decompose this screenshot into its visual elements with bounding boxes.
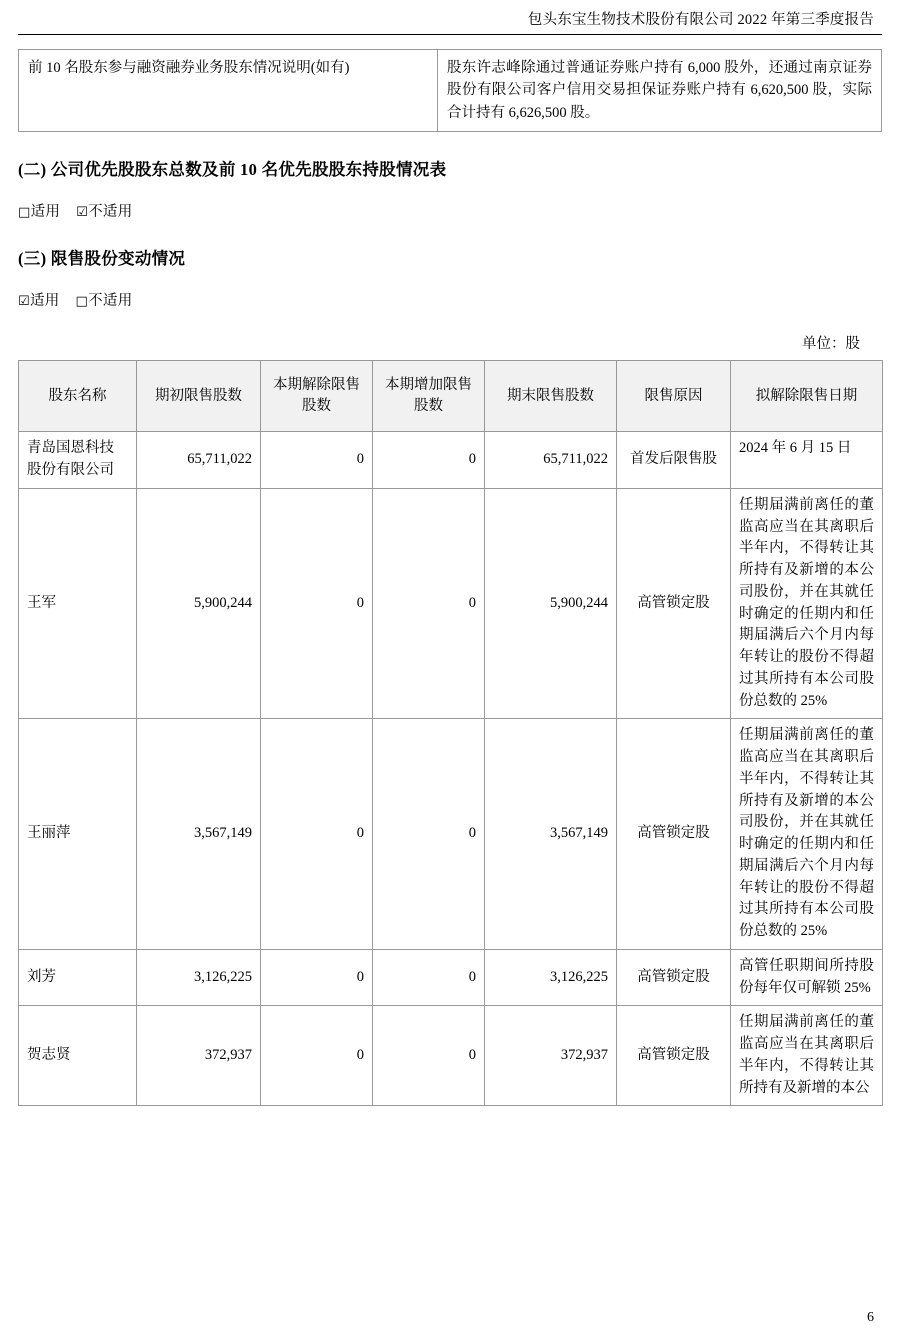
option-applicable-label-2: 适用 [29,293,60,310]
cell-added-shares: 0 [373,432,485,489]
checkbox-unchecked-icon[interactable]: □ [75,294,89,310]
cell-begin-shares: 5,900,244 [137,488,261,719]
column-header-begin: 期初限售股数 [137,361,261,432]
table-row [19,1006,883,1106]
cell-shareholder-name: 刘芳 [19,949,137,1006]
cell-reason: 首发后限售股 [617,432,731,489]
cell-begin-shares: 65,711,022 [137,432,261,489]
cell-shareholder-name: 王丽萍 [19,719,137,950]
header-divider [18,34,882,35]
table-row [19,432,883,489]
unit-note: 单位：股 [802,336,860,353]
note-value: 股东许志峰除通过普通证券账户持有 6,000 股外，还通过南京证券股份有限公司客户信用交易担保证券账户持有 6,620,500 股，实际合计持有 6,626,500 股。 [438,50,882,132]
cell-begin-shares: 3,126,225 [137,949,261,1006]
column-header-end: 期末限售股数 [485,361,617,432]
cell-end-shares: 3,567,149 [485,719,617,950]
checkbox-checked-icon[interactable]: ☑ [18,294,30,310]
cell-release-date: 任期届满前离任的董监高应当在其离职后半年内，不得转让其所持有及新增的本公司股份，并在其就任时确定的任期内和任期届满后六个月内每年转让的股份不得超过其所持有本公司股份总数的 25% [731,719,883,950]
cell-shareholder-name: 贺志贤 [19,1006,137,1106]
margin-trading-note-table [18,49,882,132]
cell-end-shares: 5,900,244 [485,488,617,719]
column-header-release-date: 拟解除限售日期 [731,361,883,432]
checkbox-unchecked-icon[interactable]: □ [18,205,31,221]
table-row [19,719,883,950]
cell-shareholder-name: 青岛国恩科技股份有限公司 [19,432,137,489]
cell-begin-shares: 372,937 [137,1006,261,1106]
cell-reason: 高管锁定股 [617,1006,731,1106]
option-not-applicable-label-2: 不适用 [88,293,133,310]
cell-release-date: 高管任职期间所持股份每年仅可解锁 25% [731,949,883,1006]
option-applicable-2[interactable] [18,293,60,309]
cell-added-shares: 0 [373,719,485,950]
applicability-restricted-shares [18,289,882,310]
column-header-released: 本期解除限售股数 [261,361,373,432]
cell-released-shares: 0 [261,488,373,719]
column-header-reason: 限售原因 [617,361,731,432]
cell-added-shares: 0 [373,488,485,719]
note-label: 前 10 名股东参与融资融券业务股东情况说明(如有) [19,50,438,132]
option-applicable[interactable] [18,204,60,220]
cell-released-shares: 0 [261,719,373,950]
table-row [19,488,883,719]
cell-reason: 高管锁定股 [617,719,731,950]
page-number: 6 [867,1310,874,1325]
section-heading-preferred-shares: (二) 公司优先股股东总数及前 10 名优先股股东持股情况表 [18,160,447,180]
cell-shareholder-name: 王军 [19,488,137,719]
cell-reason: 高管锁定股 [617,949,731,1006]
table-header-row [19,361,883,432]
cell-added-shares: 0 [373,1006,485,1106]
cell-release-date: 任期届满前离任的董监高应当在其离职后半年内，不得转让其所持有及新增的本公司股份，并在其就任时确定的任期内和任期届满后六个月内每年转让的股份不得超过其所持有本公司股份总数的 25% [731,488,883,719]
cell-release-date: 2024 年 6 月 15 日 [731,432,883,489]
restricted-shares-table [18,360,883,1106]
running-header: 包头东宝生物技术股份有限公司 2022 年第三季度报告 [527,12,874,28]
column-header-name: 股东名称 [19,361,137,432]
checkbox-checked-icon[interactable]: ☑ [76,205,89,221]
option-not-applicable-2[interactable] [76,293,133,309]
cell-release-date: 任期届满前离任的董监高应当在其离职后半年内，不得转让其所持有及新增的本公 [731,1006,883,1106]
option-not-applicable[interactable] [76,204,132,220]
cell-end-shares: 372,937 [485,1006,617,1106]
cell-end-shares: 3,126,225 [485,949,617,1006]
cell-begin-shares: 3,567,149 [137,719,261,950]
cell-end-shares: 65,711,022 [485,432,617,489]
cell-released-shares: 0 [261,1006,373,1106]
table-row [19,50,882,132]
cell-added-shares: 0 [373,949,485,1006]
cell-released-shares: 0 [261,949,373,1006]
applicability-preferred-shares [18,200,882,221]
cell-released-shares: 0 [261,432,373,489]
option-not-applicable-label: 不适用 [88,204,133,221]
cell-reason: 高管锁定股 [617,488,731,719]
section-heading-restricted-shares: (三) 限售股份变动情况 [18,249,186,269]
table-row [19,949,883,1006]
column-header-added: 本期增加限售股数 [373,361,485,432]
option-applicable-label: 适用 [30,204,61,221]
